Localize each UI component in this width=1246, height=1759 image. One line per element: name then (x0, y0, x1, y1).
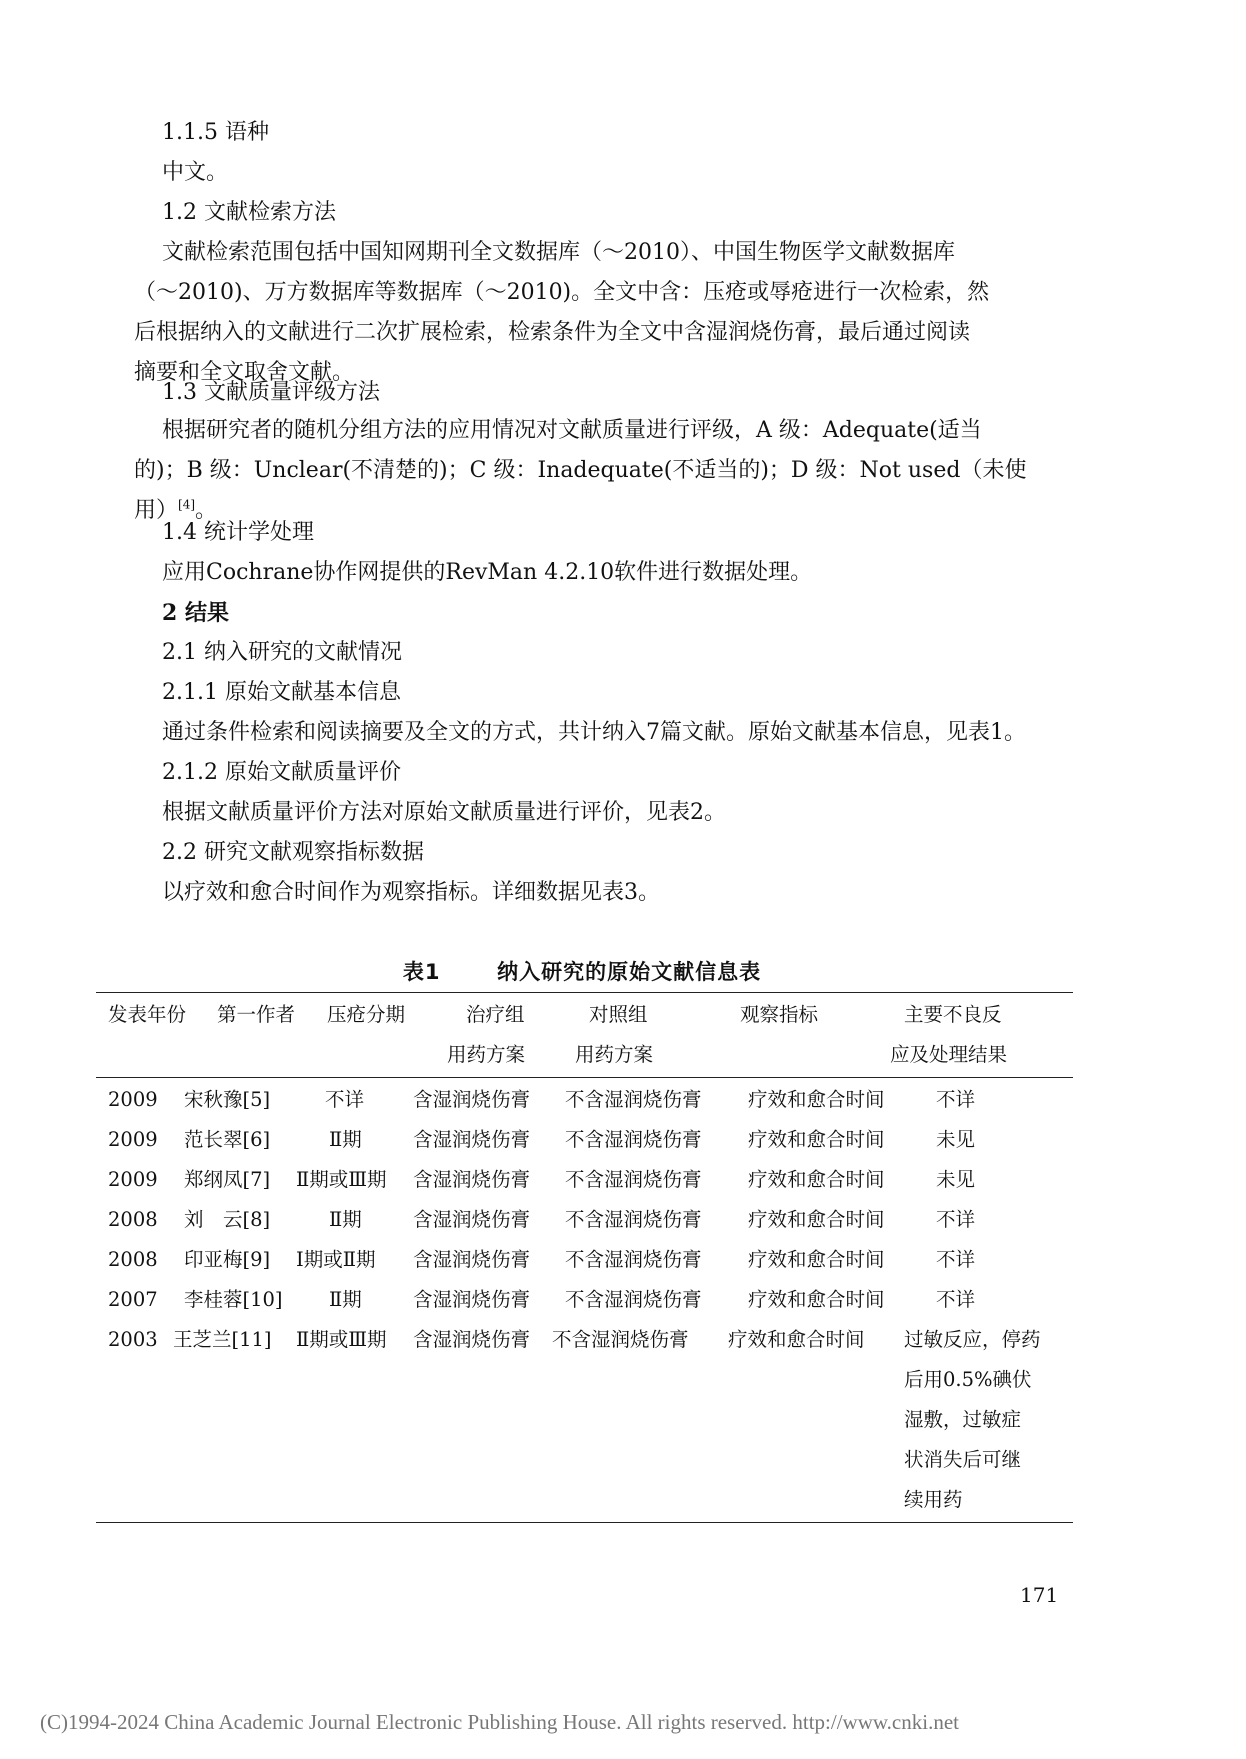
text-2-1-2: 根据文献质量评价方法对原始文献质量进行评价，见表2。 (162, 800, 726, 825)
table-cell-treatment: 含湿润烧伤膏 (413, 1288, 531, 1311)
table-cell-adverse-line: 后用0.5%碘伏 (904, 1368, 1032, 1391)
paragraph-line: 文献检索范围包括中国知网期刊全文数据库（～2010）、中国生物医学文献数据库 (162, 240, 955, 265)
table-cell-control: 不含湿润烧伤膏 (565, 1248, 702, 1271)
table-bottom-rule (96, 1522, 1073, 1523)
table-caption-label: 表1 (402, 960, 441, 984)
table-cell-author: 郑纲凤[7] (184, 1168, 271, 1191)
table-cell-adverse-line: 过敏反应，停药 (904, 1328, 1041, 1351)
table-cell-author: 刘 云[8] (184, 1208, 271, 1231)
table-caption-title: 纳入研究的原始文献信息表 (497, 960, 762, 984)
table-cell-indicator: 疗效和愈合时间 (748, 1128, 885, 1151)
text-2-1-1: 通过条件检索和阅读摘要及全文的方式，共计纳入7篇文献。原始文献基本信息，见表1。 (162, 720, 1026, 745)
table-cell-adverse-line: 湿敷，过敏症 (904, 1408, 1022, 1431)
heading-2: 2 结果 (162, 600, 229, 626)
table-caption (96, 956, 1068, 986)
page-number: 171 (1020, 1583, 1059, 1607)
table-cell-adverse: 未见 (936, 1128, 976, 1151)
table-cell-year: 2007 (108, 1288, 158, 1311)
table-cell-adverse-line: 续用药 (904, 1488, 963, 1511)
paragraph-line: 摘要和全文取舍文献。 (134, 360, 355, 385)
heading-2-1-2: 2.1.2 原始文献质量评价 (162, 760, 401, 785)
col-header-control: 对照组 (589, 1003, 648, 1026)
table-cell-control: 不含湿润烧伤膏 (552, 1328, 689, 1351)
paragraph-line: （～2010)、万方数据库等数据库（～2010)。全文中含：压疮或辱疮进行一次检索，然 (134, 280, 990, 305)
col-header-adverse-sub: 应及处理结果 (890, 1043, 1008, 1066)
table-cell-year: 2008 (108, 1248, 158, 1271)
table-cell-stage: Ⅱ期 (329, 1208, 362, 1231)
table-cell-stage: 不详 (325, 1088, 365, 1111)
table-cell-control: 不含湿润烧伤膏 (565, 1088, 702, 1111)
table-cell-stage: Ⅱ期或Ⅲ期 (296, 1168, 387, 1191)
copyright-footer: (C)1994-2024 China Academic Journal Electronic Publishing House. All rights reserved. http://www.cnki.net (40, 1710, 959, 1734)
paragraph-line: 根据研究者的随机分组方法的应用情况对文献质量进行评级，A 级：Adequate(适当 (162, 418, 982, 443)
table-cell-indicator: 疗效和愈合时间 (748, 1288, 885, 1311)
table-cell-author: 王芝兰[11] (173, 1328, 272, 1351)
table-cell-stage: Ⅱ期或Ⅲ期 (296, 1328, 387, 1351)
table-cell-indicator: 疗效和愈合时间 (728, 1328, 865, 1351)
table-cell-treatment: 含湿润烧伤膏 (413, 1248, 531, 1271)
table-cell-treatment: 含湿润烧伤膏 (413, 1208, 531, 1231)
table-cell-year: 2003 (108, 1328, 158, 1351)
table-cell-indicator: 疗效和愈合时间 (748, 1088, 885, 1111)
line-text: 用） (134, 498, 179, 523)
table-cell-indicator: 疗效和愈合时间 (748, 1208, 885, 1231)
text-1-1-5: 中文。 (162, 160, 229, 185)
heading-1-1-5: 1.1.5 语种 (162, 120, 269, 145)
table-cell-year: 2008 (108, 1208, 158, 1231)
table-top-rule (96, 992, 1073, 993)
citation-ref: [4] (178, 497, 196, 512)
heading-2-1-1: 2.1.1 原始文献基本信息 (162, 680, 401, 705)
heading-2-2: 2.2 研究文献观察指标数据 (162, 840, 424, 865)
table-header-rule (96, 1077, 1073, 1078)
table-cell-control: 不含湿润烧伤膏 (565, 1208, 702, 1231)
table-cell-adverse: 不详 (936, 1288, 976, 1311)
table-cell-indicator: 疗效和愈合时间 (748, 1168, 885, 1191)
paragraph-1-3 (134, 411, 1067, 531)
table-cell-author: 李桂蓉[10] (184, 1288, 283, 1311)
col-header-year: 发表年份 (108, 1003, 187, 1026)
col-header-control-sub: 用药方案 (575, 1043, 654, 1066)
table-cell-stage: Ⅱ期 (329, 1288, 362, 1311)
table-cell-control: 不含湿润烧伤膏 (565, 1168, 702, 1191)
table-cell-adverse: 不详 (936, 1248, 976, 1271)
table-cell-treatment: 含湿润烧伤膏 (413, 1328, 531, 1351)
table-cell-author: 范长翠[6] (184, 1128, 271, 1151)
table-cell-adverse: 不详 (936, 1208, 976, 1231)
table-cell-stage: Ⅱ期 (329, 1128, 362, 1151)
col-header-indicator: 观察指标 (740, 1003, 819, 1026)
table-cell-control: 不含湿润烧伤膏 (565, 1128, 702, 1151)
col-header-treatment: 治疗组 (466, 1003, 525, 1026)
text-2-2: 以疗效和愈合时间作为观察指标。详细数据见表3。 (162, 880, 660, 905)
line-end: 。 (195, 498, 218, 523)
col-header-author: 第一作者 (217, 1003, 296, 1026)
col-header-treatment-sub: 用药方案 (447, 1043, 526, 1066)
heading-1-3: 1.3 文献质量评级方法 (162, 380, 380, 405)
table-cell-year: 2009 (108, 1168, 158, 1191)
table-cell-control: 不含湿润烧伤膏 (565, 1288, 702, 1311)
paragraph-1-2 (134, 233, 1067, 393)
table-cell-year: 2009 (108, 1088, 158, 1111)
table-cell-treatment: 含湿润烧伤膏 (413, 1168, 531, 1191)
table-cell-treatment: 含湿润烧伤膏 (413, 1128, 531, 1151)
text-1-4: 应用Cochrane协作网提供的RevMan 4.2.10软件进行数据处理。 (162, 560, 813, 585)
table-cell-adverse: 不详 (936, 1088, 976, 1111)
table-cell-year: 2009 (108, 1128, 158, 1151)
table-cell-indicator: 疗效和愈合时间 (748, 1248, 885, 1271)
heading-1-2: 1.2 文献检索方法 (162, 200, 336, 225)
paragraph-line: 后根据纳入的文献进行二次扩展检索，检索条件为全文中含湿润烧伤膏，最后通过阅读 (134, 320, 971, 345)
table-cell-treatment: 含湿润烧伤膏 (413, 1088, 531, 1111)
col-header-stage: 压疮分期 (327, 1003, 406, 1026)
table-cell-stage: Ⅰ期或Ⅱ期 (296, 1248, 376, 1271)
table-cell-adverse: 未见 (936, 1168, 976, 1191)
table-cell-adverse-line: 状消失后可继 (904, 1448, 1022, 1471)
heading-2-1: 2.1 纳入研究的文献情况 (162, 640, 402, 665)
col-header-adverse: 主要不良反 (904, 1003, 1002, 1026)
table-cell-author: 宋秋豫[5] (184, 1088, 271, 1111)
table-cell-author: 印亚梅[9] (184, 1248, 271, 1271)
paragraph-line: 的)；B 级：Unclear(不清楚的)；C 级：Inadequate(不适当的)；D 级：Not used（未使 (134, 458, 1027, 483)
heading-1-4: 1.4 统计学处理 (162, 520, 314, 545)
